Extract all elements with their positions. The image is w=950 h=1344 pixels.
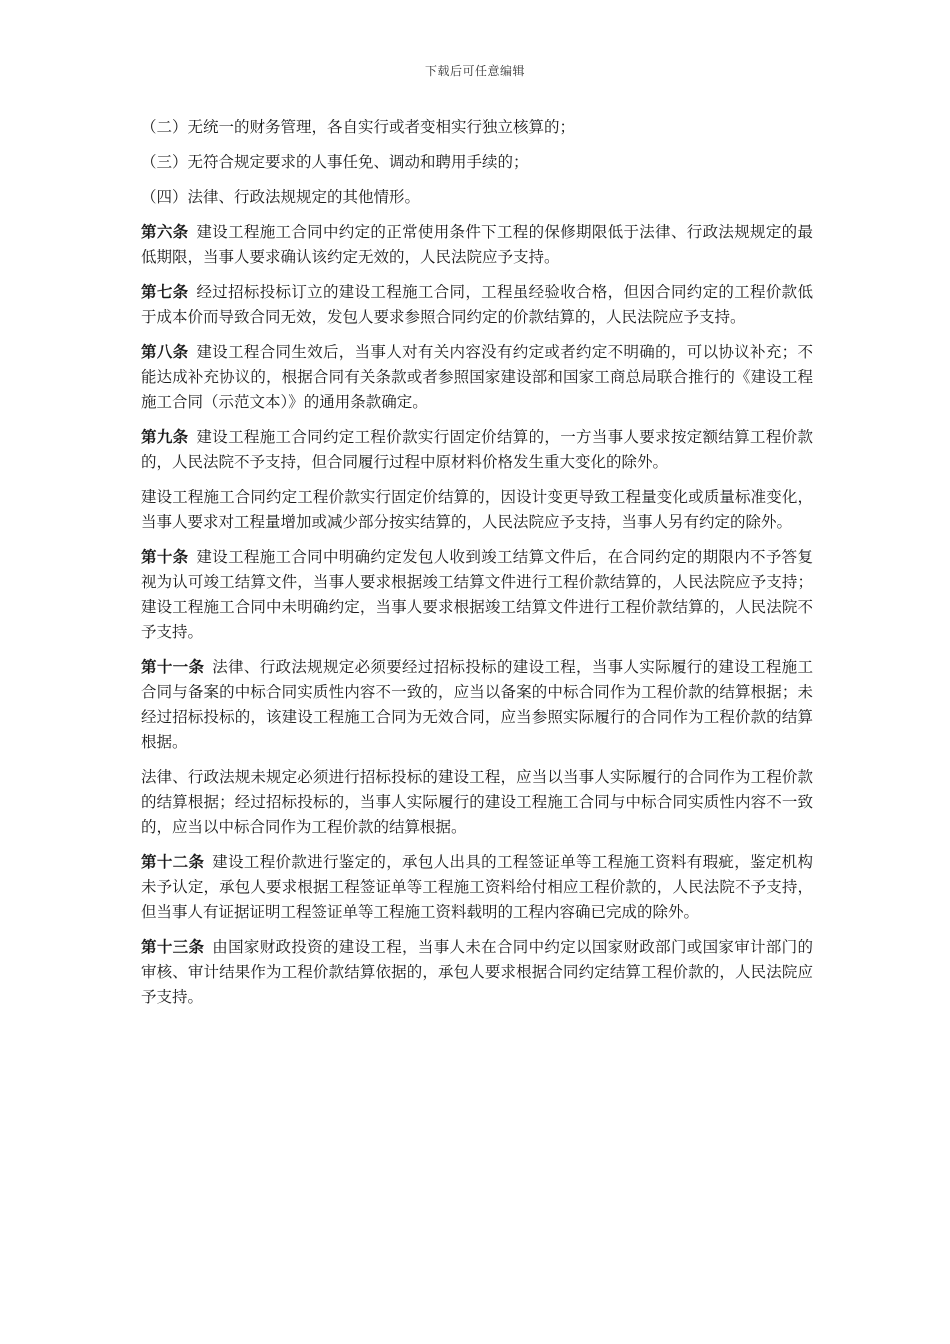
article-paragraph <box>141 545 813 645</box>
paragraph-text: 经过招标投标订立的建设工程施工合同，工程虽经验收合格，但因合同约定的工程价款低于成本价而导致合同无效，发包人要求参照合同约定的价款结算的，人民法院应予支持。 <box>141 283 813 326</box>
article-number: 第十二条 <box>141 853 205 871</box>
article-number: 第十三条 <box>141 938 205 956</box>
paragraph-text: 建设工程施工合同中约定的正常使用条件下工程的保修期限低于法律、行政法规规定的最低期限，当事人要求确认该约定无效的，人民法院应予支持。 <box>141 223 813 266</box>
paragraph-text: 法律、行政法规未规定必须进行招标投标的建设工程，应当以当事人实际履行的合同作为工程价款的结算根据；经过招标投标的，当事人实际履行的建设工程施工合同与中标合同实质性内容不一致的，应当以中标合同作为工程价款的结算根据。 <box>141 768 813 836</box>
paragraph <box>141 185 813 210</box>
article-paragraph <box>141 425 813 475</box>
paragraph-text: 建设工程合同生效后，当事人对有关内容没有约定或者约定不明确的，可以协议补充；不能达成补充协议的，根据合同有关条款或者参照国家建设部和国家工商总局联合推行的《建设工程施工合同（示范文本）》的通用条款确定。 <box>141 343 813 411</box>
article-number: 第九条 <box>141 428 189 446</box>
article-number: 第七条 <box>141 283 189 301</box>
paragraph-text: 建设工程价款进行鉴定的，承包人出具的工程签证单等工程施工资料有瑕疵，鉴定机构未予认定，承包人要求根据工程签证单等工程施工资料给付相应工程价款的，人民法院不予支持，但当事人有证据证明工程签证单等工程施工资料载明的工程内容确已完成的除外。 <box>141 853 813 921</box>
article-paragraph <box>141 935 813 1010</box>
document-body <box>141 115 813 1020</box>
article-paragraph <box>141 340 813 415</box>
paragraph <box>141 115 813 140</box>
article-number: 第十条 <box>141 548 189 566</box>
article-number: 第六条 <box>141 223 189 241</box>
paragraph-text: 建设工程施工合同约定工程价款实行固定价结算的，因设计变更导致工程量变化或质量标准变化，当事人要求对工程量增加或减少部分按实结算的，人民法院应予支持，当事人另有约定的除外。 <box>141 488 813 531</box>
paragraph-text: 法律、行政法规规定必须要经过招标投标的建设工程，当事人实际履行的建设工程施工合同与备案的中标合同实质性内容不一致的，应当以备案的中标合同作为工程价款的结算根据；未经过招标投标的，该建设工程施工合同为无效合同，应当参照实际履行的合同作为工程价款的结算根据。 <box>141 658 813 751</box>
paragraph-text: 建设工程施工合同约定工程价款实行固定价结算的，一方当事人要求按定额结算工程价款的，人民法院不予支持，但合同履行过程中原材料价格发生重大变化的除外。 <box>141 428 813 471</box>
article-number: 第十一条 <box>141 658 205 676</box>
article-paragraph <box>141 220 813 270</box>
article-number: 第八条 <box>141 343 189 361</box>
page-header: 下载后可任意编辑 <box>424 64 525 78</box>
paragraph <box>141 765 813 840</box>
article-paragraph <box>141 850 813 925</box>
paragraph-text: 由国家财政投资的建设工程，当事人未在合同中约定以国家财政部门或国家审计部门的审核、审计结果作为工程价款结算依据的，承包人要求根据合同约定结算工程价款的，人民法院应予支持。 <box>141 938 813 1006</box>
paragraph-text: （二）无统一的财务管理，各自实行或者变相实行独立核算的； <box>141 118 576 136</box>
paragraph-text: （三）无符合规定要求的人事任免、调动和聘用手续的； <box>141 153 529 171</box>
paragraph <box>141 485 813 535</box>
paragraph <box>141 150 813 175</box>
article-paragraph <box>141 655 813 755</box>
paragraph-text: 建设工程施工合同中明确约定发包人收到竣工结算文件后，在合同约定的期限内不予答复视为认可竣工结算文件，当事人要求根据竣工结算文件进行工程价款结算的，人民法院应予支持；建设工程施工合同中未明确约定，当事人要求根据竣工结算文件进行工程价款结算的，人民法院不予支持。 <box>141 548 813 641</box>
paragraph-text: （四）法律、行政法规规定的其他情形。 <box>141 188 421 206</box>
article-paragraph <box>141 280 813 330</box>
